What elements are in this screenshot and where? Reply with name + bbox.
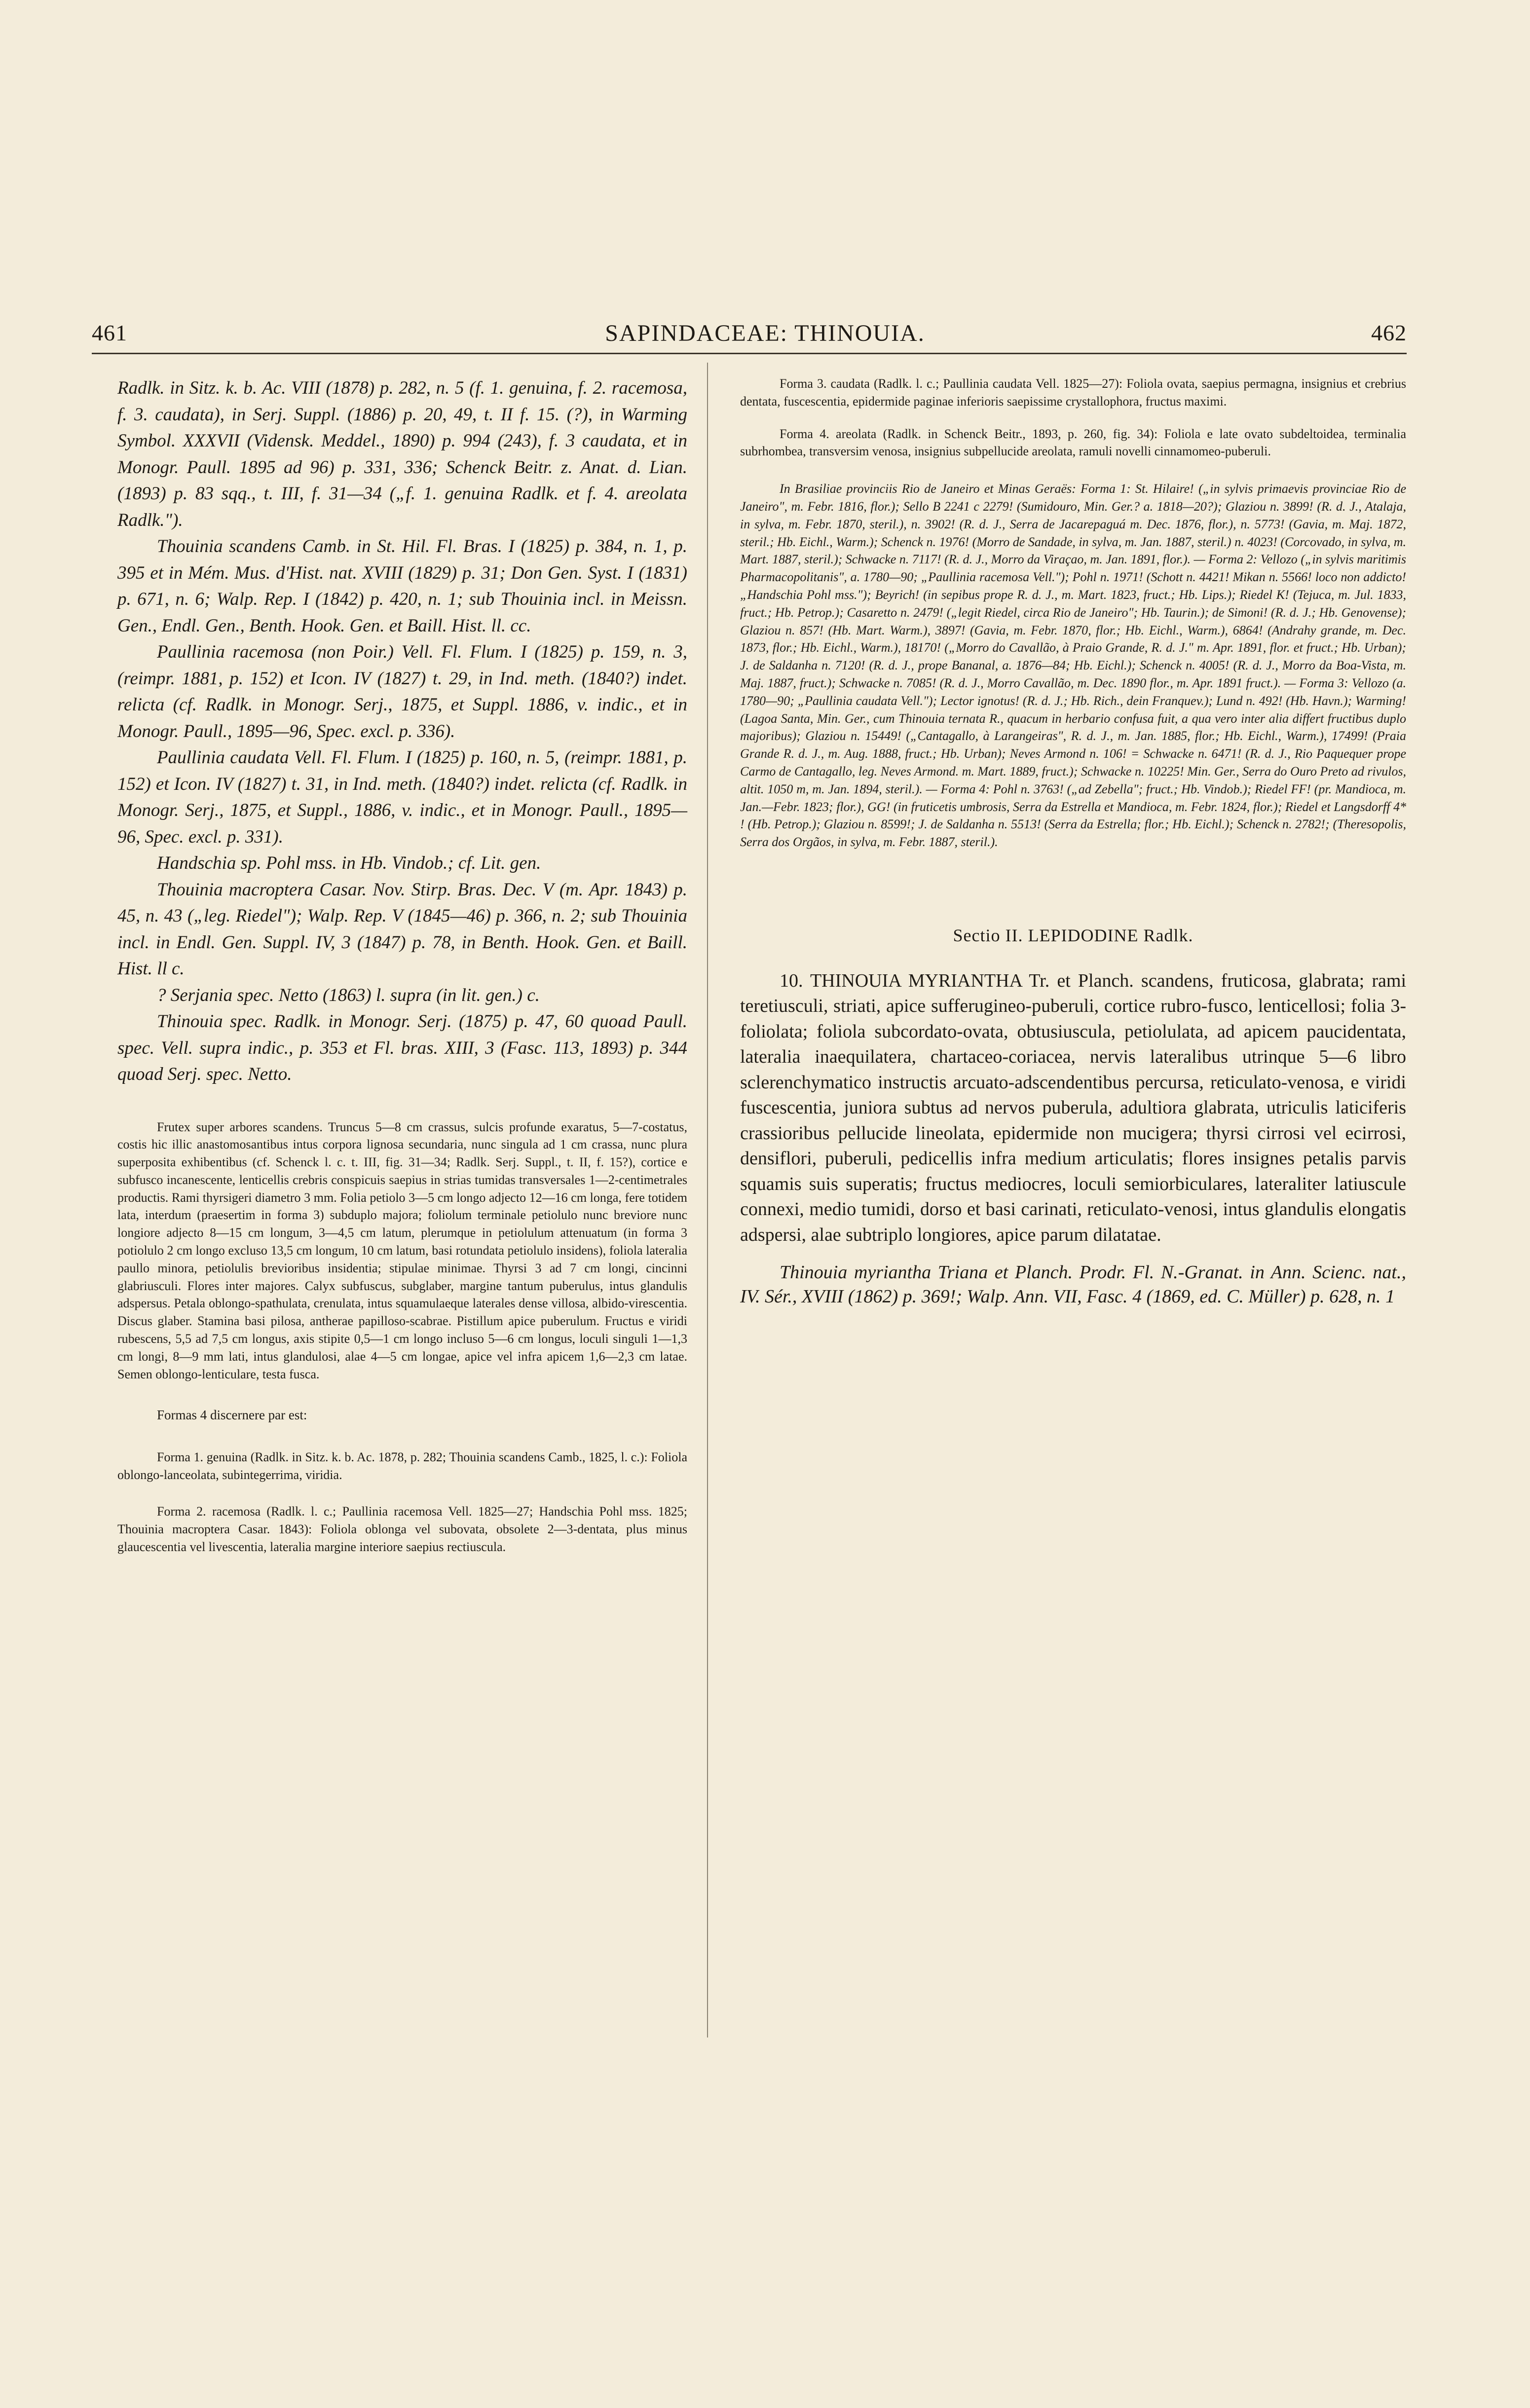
citation-handschia: Handschia sp. Pohl mss. in Hb. Vindob.; cf. Lit. gen. (157, 853, 541, 873)
running-title: SAPINDACEAE: THINOUIA. (605, 320, 925, 346)
species-diagnosis: 10. THINOUIA MYRIANTHA Tr. et Planch. scandens, fruticosa, glabrata; rami teretiusculi, striati, apice sufferugineo-puberuli, cortice rubro-fusco, lenticellosi; folia 3-foliolata; foliola subcordato-ovata, obtusiuscula, petiolulata, ad apicem paucidentata, lateralia inaequilatera, chartaceo-coriacea, nervis lateralibus utrinque 5—6 libro sclerenchymatico instructis arcuato-adscendentibus percursa, reticulato-venosa, e viridi fuscescentia, juniora subtus ad nervos puberula, adultiora glabrata, utriculis laticiferis crassioribus pellucide lineolata, epidermide non mucigera; thyrsi cirrosi vel ecirrosi, densiflori, puberuli, pedicellis infra medium articulatis; flores insignes petalis parvis squamis suis superatis; fructus mediocres, loculi semiorbiculares, lateraliter latiuscule connexi, medio tumidi, dorso et basi carinati, reticulato-venosi, intus glandulis elongatis adspersi, alae subtriplo longiores, apice parum dilatatae. (740, 970, 1406, 1245)
left-column (117, 375, 687, 1556)
section-heading: Sectio II. LEPIDODINE Radlk. (953, 925, 1194, 945)
citation-thinouia-spec: Thinouia spec. Radlk. in Monogr. Serj. (1875) p. 47, 60 quoad Paull. spec. Vell. supra indic., p. 353 et Fl. bras. XIII, 3 (Fasc. 113, 1893) p. 344 quoad Serj. spec. Netto. (117, 1011, 687, 1084)
citation-thouinia-scandens: Thouinia scandens Camb. in St. Hil. Fl. Bras. I (1825) p. 384, n. 1, p. 395 et in Mém. Mus. d'Hist. nat. XVIII (1829) p. 31; Don Gen. Syst. I (1831) p. 671, n. 6; Walp. Rep. I (1842) p. 420, n. 1; sub Thouinia incl. in Meissn. Gen., Endl. Gen., Benth. Hook. Gen. et Baill. Hist. ll. cc. (117, 536, 687, 636)
citation-thouinia-macroptera: Thouinia macroptera Casar. Nov. Stirp. Bras. Dec. V (m. Apr. 1843) p. 45, n. 43 („leg. Riedel"); Walp. Rep. V (1845—46) p. 366, n. 2; sub Thouinia incl. in Endl. Gen. Suppl. IV, 3 (1847) p. 78, in Benth. Hook. Gen. et Baill. Hist. ll c. (117, 879, 687, 979)
column-divider (707, 363, 708, 2038)
forma-3: Forma 3. caudata (Radlk. l. c.; Paullinia caudata Vell. 1825—27): Foliola ovata, saepius permagna, insignius et crebrius dentata, fuscescentia, epidermide paginae inferioris saepissime crystallophora, fructus maximi. (740, 376, 1406, 408)
left-page-number: 461 (92, 320, 127, 345)
citation-paullinia-caudata: Paullinia caudata Vell. Fl. Flum. I (1825) p. 160, n. 5, (reimpr. 1881, p. 152) et Icon. IV (1827) t. 31, in Ind. meth. (1840?) indet. relicta (cf. Radlk. in Monogr. Serj., 1875, et Suppl., 1886, v. indic., et in Monogr. Paull., 1895—96, Spec. excl. p. 331). (117, 747, 687, 847)
species-literature: Thinouia myriantha Triana et Planch. Prodr. Fl. N.-Granat. in Ann. Scienc. nat., IV. Sér., XVIII (1862) p. 369!; Walp. Ann. VII, Fasc. 4 (1869, ed. C. Müller) p. 628, n. 1 (740, 1262, 1406, 1307)
forma-1: Forma 1. genuina (Radlk. in Sitz. k. b. Ac. 1878, p. 282; Thouinia scandens Camb., 1825, l. c.): Foliola oblongo-lanceolata, subintegerrima, viridia. (117, 1450, 687, 1482)
species-description: Frutex super arbores scandens. Truncus 5—8 cm crassus, sulcis profunde exaratus, 5—7-costatus, costis hic illic anastomosantibus intus corpora lignosa secundaria, nunc singula ad 1 cm crassa, nunc plura superposita exhibentibus (cf. Schenck l. c. t. III, fig. 31—34; Radlk. Serj. Suppl., t. II, f. 15?), cortice e subfusco incanescente, lenticellis crebris conspicuis saepius in strias tumidas transversales 1—2-centimetrales productis. Rami thyrsigeri diametro 3 mm. Folia petiolo 3—5 cm longo adjecto 12—16 cm longa, fere totidem lata, interdum (praesertim in forma 3) subduplo majora; foliolum terminale petiolulo nunc breviore nunc longiore adjecto 8—15 cm longum, 3—4,5 cm latum, plerumque in petiolulum attenuatum (in forma 3 potiolulo 2 cm longo excluso 13,5 cm longum, 10 cm latum, basi rotundata petiolulo insidens), foliola lateralia paullo minora, petiolulis brevioribus insidentia; stipulae minimae. Thyrsi 3 ad 7 cm longi, cincinni glabriusculi. Flores inter majores. Calyx subfuscus, subglaber, margine tantum puberulus, intus glandulis adspersus. Petala oblongo-spathulata, crenulata, intus squamulaeque laterales dense villosa, albido-virescentia. Discus glaber. Stamina basi pilosa, antherae papilloso-scabrae. Pistillum apice puberulum. Fructus e viridi rubescens, 5,5 ad 7,5 cm longus, axis stipite 0,5—1 cm longo incluso 5—6 cm longus, loculi singuli 1—1,3 cm longi, 8—9 mm lati, intus glandulosi, alae 4—5 cm longae, apice vel infra apicem 1,6—2,3 cm latae. Semen oblongo-lenticulare, testa fusca. (117, 1119, 687, 1381)
right-column (740, 375, 1406, 1309)
header-rule (92, 353, 1407, 354)
citation-radlk: Radlk. in Sitz. k. b. Ac. VIII (1878) p. 282, n. 5 (f. 1. genuina, f. 2. racemosa, f. 3. caudata), in Serj. Suppl. (1886) p. 20, 49, t. II f. 15. (?), in Warming Symbol. XXXVII (Vidensk. Meddel., 1890) p. 994 (243), f. 3 caudata, et in Monogr. Paull. 1895 ad 96) p. 331, 336; Schenck Beitr. z. Anat. d. Lian. (1893) p. 83 sqq., t. III, f. 31—34 („f. 1. genuina Radlk. et f. 4. areolata Radlk."). (117, 378, 687, 530)
localities-list: In Brasiliae provinciis Rio de Janeiro et Minas Geraës: Forma 1: St. Hilaire! („in sylvis primaevis provinciae Rio de Janeiro", m. Febr. 1816, flor.); Sello B 2241 c 2279! (Sumidouro, Min. Ger.? a. 1818—20?); Glaziou n. 3899! (R. d. J., Atalaja, in sylva, m. Febr. 1870, steril.), n. 3902! (R. d. J., Serra de Jacarepaguá m. Dec. 1876, flor.), n. 5773! (Gavia, m. Maj. 1872, steril.; Hb. Eichl., Warm.); Schenck n. 1976! (Morro de Sandade, in sylva, m. Jan. 1887, steril.) n. 4023! (Corcovado, in sylva, m. Mart. 1887, steril.); Schwacke n. 7117! (R. d. J., Morro da Viraçao, m. Jan. 1891, flor.). — Forma 2: Vellozo („in sylvis maritimis Pharmacopolitanis", a. 1780—90; „Paullinia racemosa Vell."); Pohl n. 1971! (Schott n. 4421! Mikan n. 5566! loco non addicto! „Handschia Pohl mss."); Beyrich! (in sepibus prope R. d. J., m. Mart. 1823, fruct.; Hb. Lips.); Riedel K! (Tejuca, m. Jul. 1833, fruct.; Hb. Petrop.); Casaretto n. 2479! („legit Riedel, circa Rio de Janeiro"; Hb. Taurin.); de Simoni! (R. d. J.; Hb. Genovense); Glaziou n. 857! (Hb. Mart. Warm.), 3897! (Gavia, m. Febr. 1870, flor.; Hb. Eichl., Warm.), 6864! (Andrahy grande, m. Dec. 1873, flor.; Hb. Eichl., Warm.), 18170! („Morro do Cavallão, à Praio Grande, R. d. J." m. Apr. 1891, flor. et fruct.; Hb. Urban); J. de Saldanha n. 7120! (R. d. J., prope Bananal, a. 1876—84; Hb. Eichl.); Schenck n. 4005! (R. d. J., Morro da Boa-Vista, m. Maj. 1887, fruct.); Schwacke n. 7085! (R. d. J., Morro Cavallão, m. Dec. 1890 flor., m. Apr. 1891 fruct.). — Forma 3: Vellozo (a. 1780—90; „Paullinia caudata Vell."); Lector ignotus! (R. d. J.; Hb. Rich., dein Franquev.); Lund n. 492! (Hb. Havn.); Warming! (Lagoa Santa, Min. Ger., cum Thinouia ternata R., quacum in herbario confusa fuit, a qua vero inter alia differt fructibus duplo majoribus); Glaziou n. 15449! („Cantagallo, à Larangeiras", R. d. J., m. Jan. 1885, flor.; Hb. Eichl., Warm.), 17499! (Praia Grande R. d. J., m. Aug. 1888, fruct.; Hb. Urban); Neves Armond n. 106! = Schwacke n. 6471! (R. d. J., Rio Paquequer prope Carmo de Cantagallo, leg. Neves Armond. m. Mart. 1889, fruct.); Schwacke n. 10225! Min. Ger., Serra do Ouro Preto ad rivulos, altit. 1050 m, m. Jan. 1894, steril.). — Forma 4: Pohl n. 3763! („ad Zebella"; fruct.; Hb. Vindob.); Riedel FF! (pr. Mandioca, m. Jan.—Febr. 1823; flor.), GG! (in fruticetis umbrosis, Serra da Estrella et Mandioca, m. Febr. 1824, flor.); Riedel et Langsdorff 4* ! (Hb. Petrop.); Glaziou n. 8599!; J. de Saldanha n. 5513! (Serra da Estrella; flor.; Hb. Eichl.); Schenck n. 2782!; (Theresopolis, Serra dos Orgãos, in sylva, m. Febr. 1887, steril.). (740, 482, 1406, 850)
citation-serjania: ? Serjania spec. Netto (1863) l. supra (in lit. gen.) c. (157, 985, 540, 1005)
forma-2: Forma 2. racemosa (Radlk. l. c.; Paullinia racemosa Vell. 1825—27; Handschia Pohl mss. 1825; Thouinia macroptera Casar. 1843): Foliola oblonga vel subovata, obsolete 2—3-dentata, plus minus glaucescentia vel livescentia, lateralia margine interiore saepius rectiuscula. (117, 1504, 687, 1554)
formas-label: Formas 4 discernere par est: (157, 1408, 307, 1423)
citation-paullinia-racemosa: Paullinia racemosa (non Poir.) Vell. Fl. Flum. I (1825) p. 159, n. 3, (reimpr. 1881, p. 152) et Icon. IV (1827) t. 29, in Ind. meth. (1840?) indet. relicta (cf. Radlk. in Monogr. Serj., 1875, et Suppl. 1886, v. indic., et in Monogr. Paull., 1895—96, Spec. excl. p. 336). (117, 642, 687, 741)
right-page-number: 462 (1371, 320, 1407, 345)
forma-4: Forma 4. areolata (Radlk. in Schenck Beitr., 1893, p. 260, fig. 34): Foliola e late ovato subdeltoidea, terminalia subrhombea, transversim venosa, insignius subpellucide areolata, ramuli novelli cinnamomeo-puberuli. (740, 426, 1406, 459)
